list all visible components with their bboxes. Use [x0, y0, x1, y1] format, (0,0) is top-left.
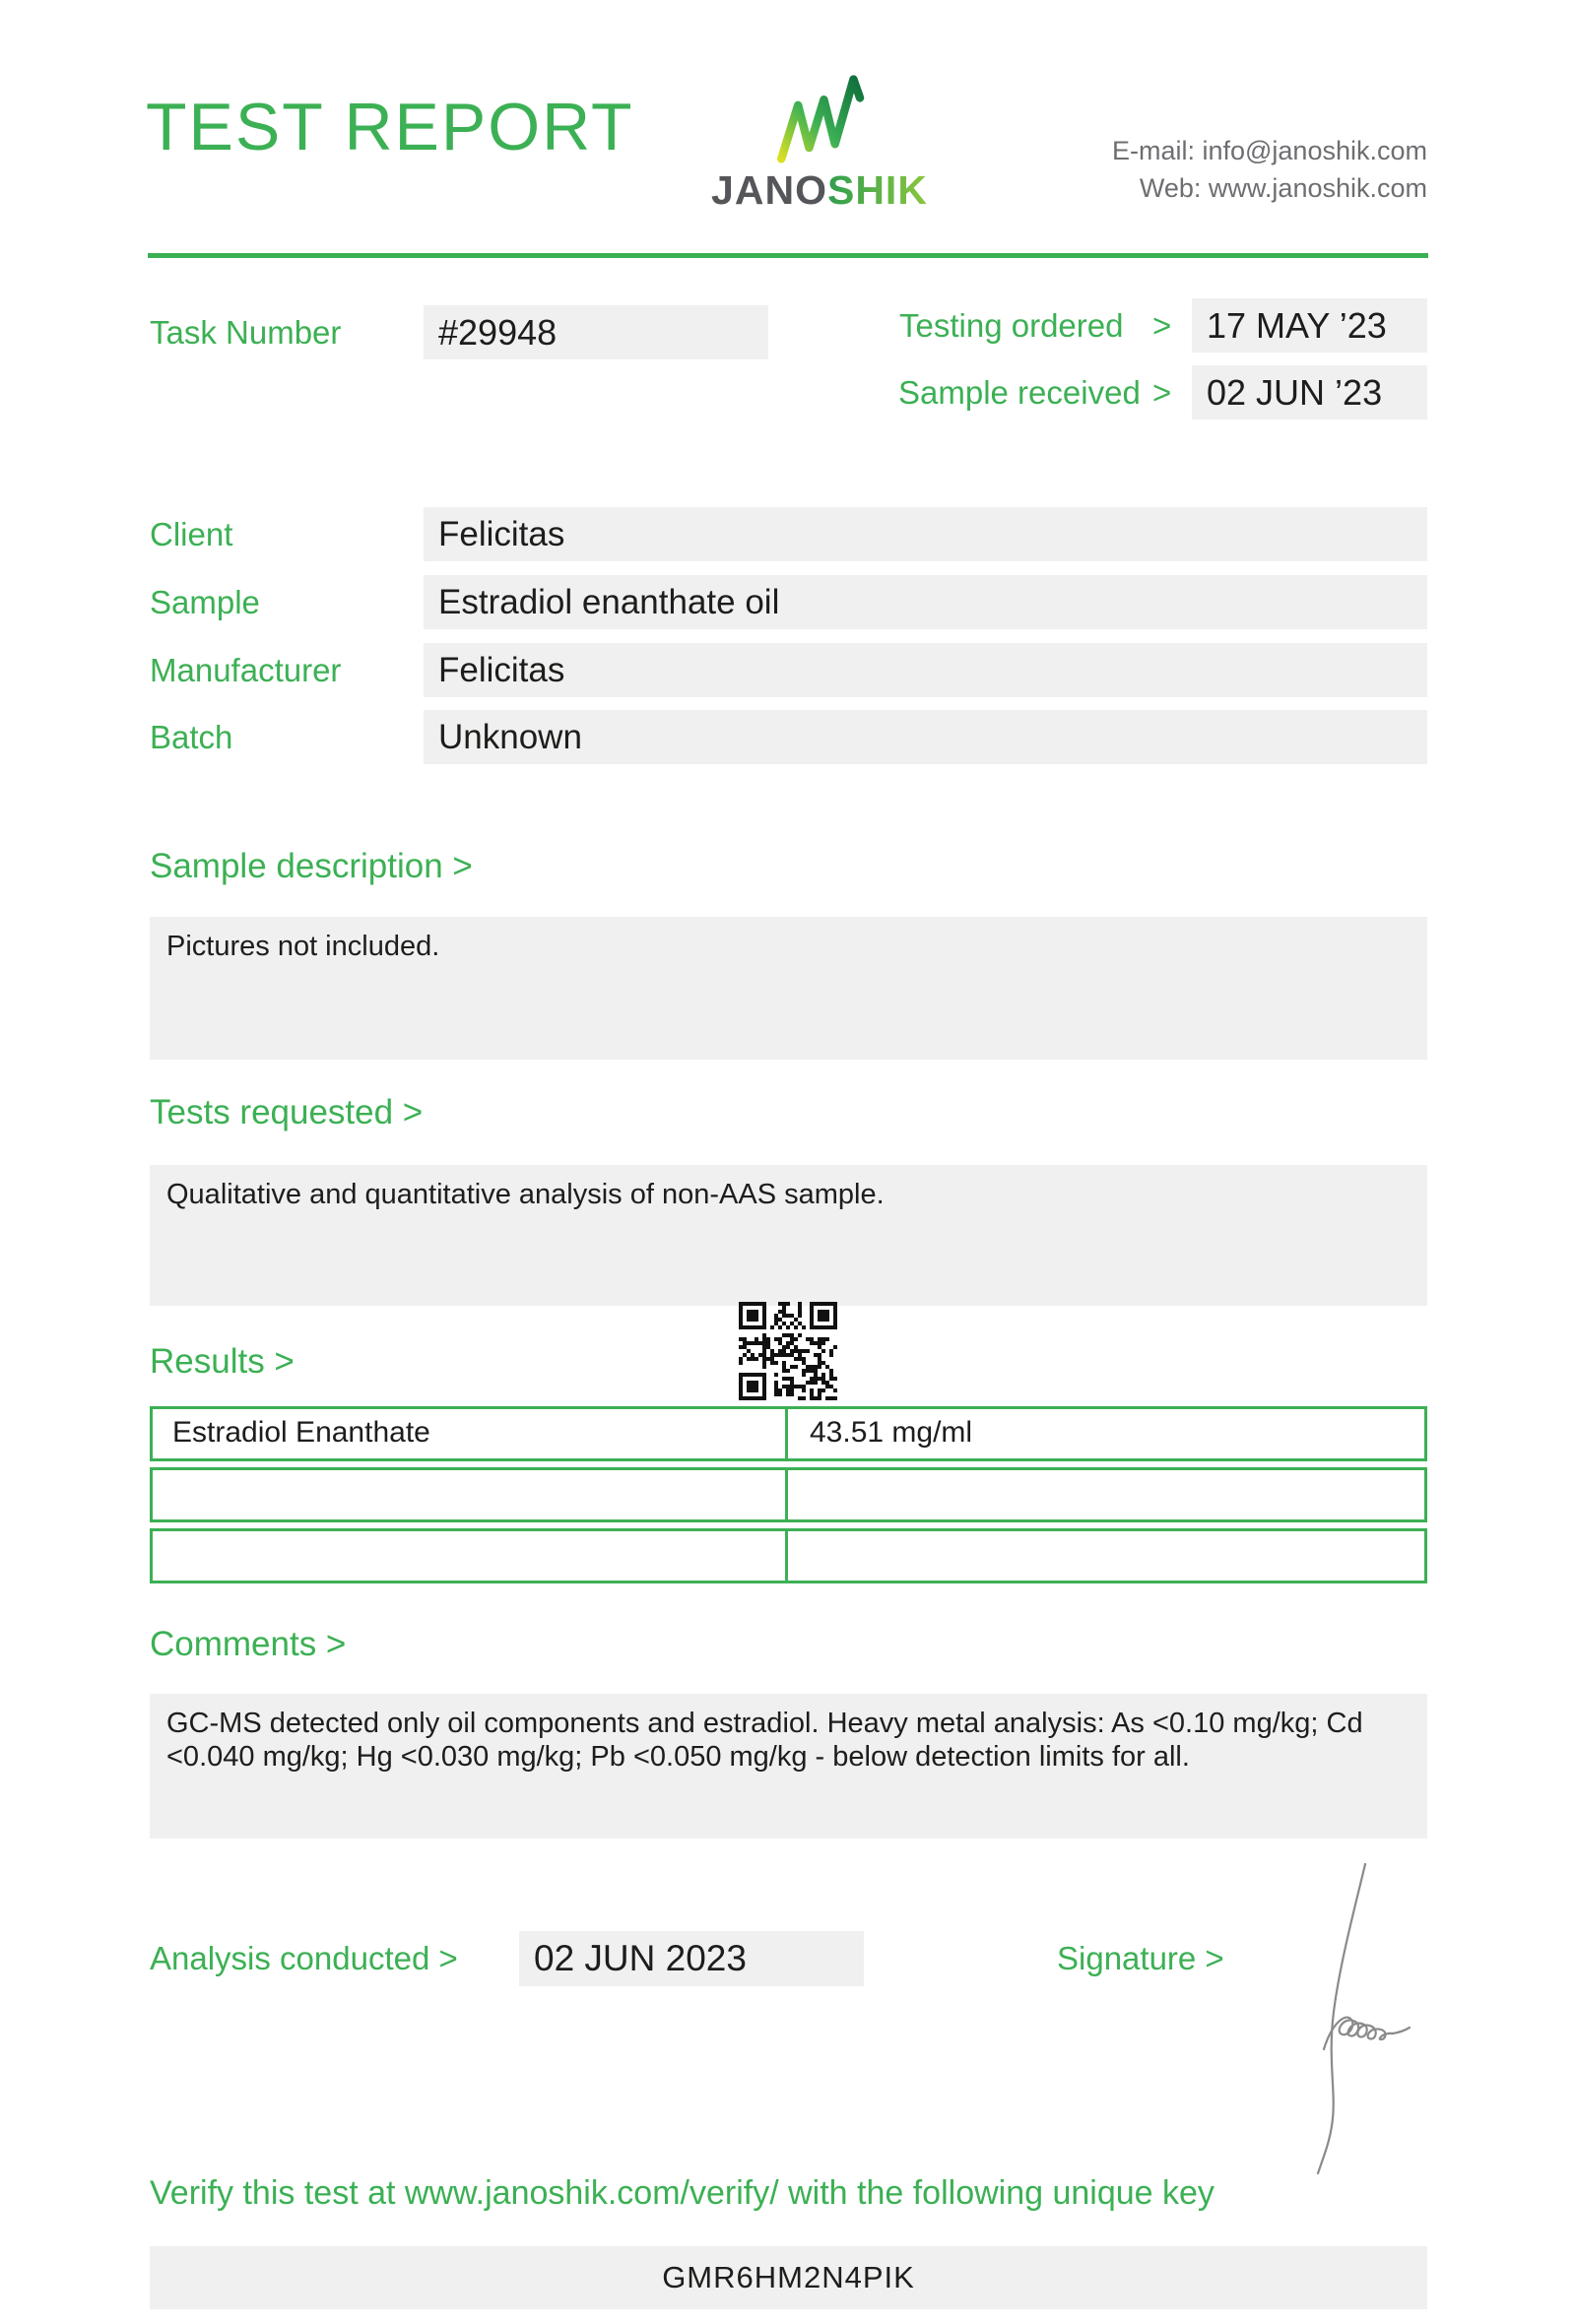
table-row: [150, 1528, 1427, 1583]
batch-value: Unknown: [424, 710, 1427, 764]
tests-requested-box: [150, 1165, 1427, 1306]
testing-ordered-label: Testing ordered: [899, 307, 1124, 344]
manufacturer-value: Felicitas: [424, 643, 1427, 697]
results-table: [150, 1406, 1427, 1589]
verify-instruction: Verify this test at www.janoshik.com/verify/ with the following unique key: [150, 2174, 1215, 2212]
page-title: TEST REPORT: [146, 90, 634, 164]
batch-label: Batch: [150, 719, 233, 755]
result-analyte-cell: [153, 1531, 788, 1581]
result-analyte-cell: Estradiol Enanthate: [153, 1409, 788, 1458]
sample-description-box: [150, 917, 1427, 1060]
sample-value: Estradiol enanthate oil: [424, 575, 1427, 629]
tests-requested-heading: Tests requested >: [150, 1093, 424, 1131]
testing-ordered-arrow: >: [1152, 307, 1172, 344]
testing-ordered-value: 17 MAY ’23: [1192, 298, 1427, 353]
qr-code: [739, 1302, 837, 1400]
result-analyte-cell: [153, 1470, 788, 1519]
tests-requested-text: Qualitative and quantitative analysis of non-AAS sample.: [166, 1179, 885, 1210]
task-number-value: #29948: [424, 305, 768, 359]
task-number-label: Task Number: [150, 314, 342, 351]
signature-image: [1271, 1856, 1448, 2181]
sample-received-value: 02 JUN ’23: [1192, 365, 1427, 420]
table-row: [150, 1467, 1427, 1522]
comments-text: GC-MS detected only oil components and estradiol. Heavy metal analysis: As <0.10 mg/kg; Cd <0.040 mg/kg; Hg <0.030 mg/kg; Pb <0.050 mg/kg - below detection limits for all.: [166, 1708, 1363, 1773]
sample-received-arrow: >: [1152, 374, 1172, 411]
results-heading: Results >: [150, 1342, 295, 1381]
analysis-conducted-label: Analysis conducted >: [150, 1940, 458, 1976]
janoshik-logo-text: [691, 167, 948, 214]
header-divider: [148, 253, 1428, 258]
sample-label: Sample: [150, 584, 260, 620]
contact-web: Web: www.janoshik.com: [1139, 173, 1427, 203]
client-label: Client: [150, 516, 233, 552]
contact-email: E-mail: info@janoshik.com: [1111, 136, 1427, 165]
result-value-cell: 43.51 mg/ml: [810, 1416, 973, 1449]
table-row: [150, 1406, 1427, 1461]
analysis-date-value: 02 JUN 2023: [519, 1931, 864, 1986]
verify-key: GMR6HM2N4PIK: [150, 2246, 1427, 2309]
manufacturer-label: Manufacturer: [150, 652, 342, 688]
logo-word-gray: JANO: [711, 167, 827, 213]
result-value-cell: [788, 1531, 1424, 1581]
comments-heading: Comments >: [150, 1625, 347, 1663]
result-value-cell: [788, 1470, 1424, 1519]
contact-info: [1112, 132, 1427, 207]
logo-word-green: SHIK: [826, 167, 928, 213]
sample-description-text: Pictures not included.: [166, 931, 440, 962]
janoshik-logo-icon: [770, 71, 890, 165]
client-value: Felicitas: [424, 507, 1427, 561]
sample-description-heading: Sample description >: [150, 847, 473, 885]
sample-received-label: Sample received: [898, 374, 1141, 411]
comments-box: [150, 1694, 1427, 1839]
signature-label: Signature >: [1057, 1940, 1224, 1976]
